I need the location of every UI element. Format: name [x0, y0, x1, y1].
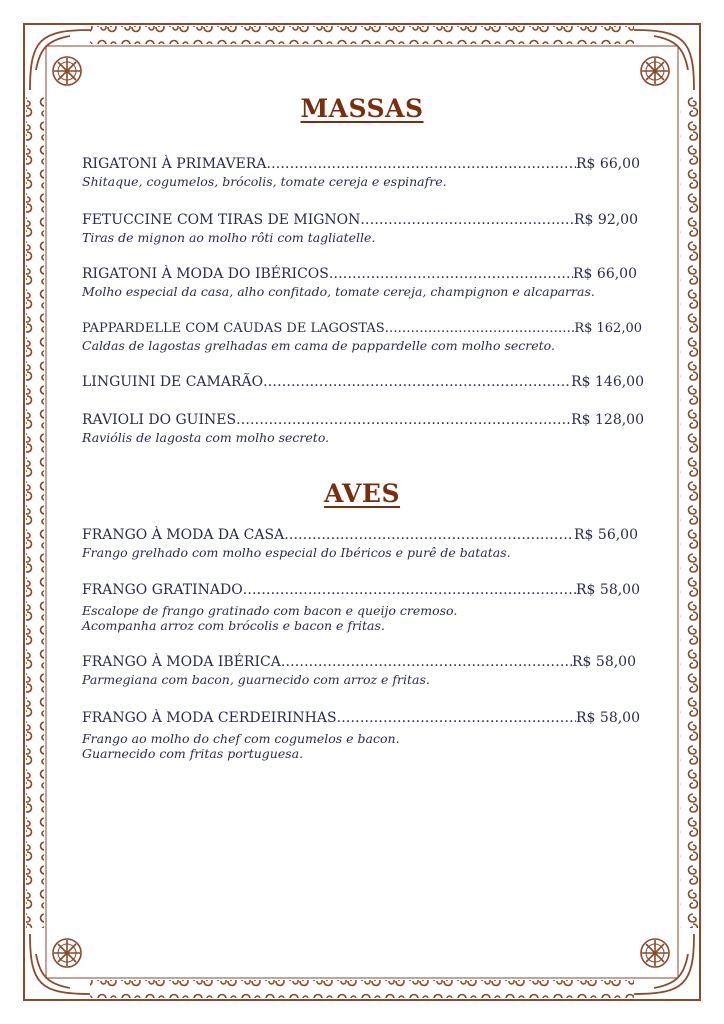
dot-leader: [266, 156, 576, 173]
corner-medallion-top-left: [53, 57, 81, 85]
item-price: R$ 58,00: [576, 582, 640, 598]
item-name: FRANGO À MODA CERDEIRINHAS: [82, 710, 337, 726]
item-name: FRANGO À MODA DA CASA: [82, 527, 285, 543]
item-description: Frango ao molho do chef com cogumelos e bacon. Guarnecido com fritas portuguesa.: [82, 731, 400, 761]
aves-title: AVES: [323, 479, 401, 508]
item-price: R$ 56,00: [574, 527, 638, 543]
item-description: Shitaque, cogumelos, brócolis, tomate cereja e espinafre.: [82, 174, 447, 189]
menu-item: [82, 212, 638, 245]
dot-leader: [243, 582, 576, 599]
corner-medallion-bottom-left: [53, 939, 81, 967]
item-description: Caldas de lagostas grelhadas em cama de pappardelle com molho secreto.: [82, 338, 555, 353]
item-price: R$ 162,00: [574, 321, 642, 336]
dot-leader: [360, 212, 574, 229]
menu-item: [82, 412, 644, 445]
item-name: FRANGO GRATINADO: [82, 582, 243, 598]
item-description: Parmegiana com bacon, guarnecido com arroz e fritas.: [82, 672, 430, 687]
menu-item: [82, 374, 644, 391]
item-name: LINGUINI DE CAMARÃO: [82, 374, 264, 390]
menu-item: [82, 527, 638, 560]
item-description: Molho especial da casa, alho confitado, tomate cereja, champignon e alcaparras.: [82, 284, 595, 299]
dot-leader: [329, 266, 573, 283]
corner-medallion-top-right: [641, 57, 669, 85]
item-price: R$ 128,00: [571, 412, 644, 428]
item-price: R$ 146,00: [571, 374, 644, 390]
item-name: RAVIOLI DO GUINES: [82, 412, 237, 428]
massas-title: MASSAS: [300, 94, 424, 123]
menu-item: [82, 710, 640, 761]
item-price: R$ 66,00: [573, 266, 637, 282]
item-name: RIGATONI À MODA DO IBÉRICOS: [82, 266, 329, 282]
menu-item: [82, 654, 636, 687]
item-price: R$ 58,00: [576, 710, 640, 726]
menu-item: [82, 320, 642, 353]
item-name: RIGATONI À PRIMAVERA: [82, 156, 267, 172]
item-name: FETUCCINE COM TIRAS DE MIGNON: [82, 212, 361, 228]
item-name: PAPPARDELLE COM CAUDAS DE LAGOSTAS: [82, 321, 385, 336]
item-description: Tiras de mignon ao molho rôti com tagliatelle.: [82, 230, 376, 245]
dot-leader: [281, 654, 572, 671]
dot-leader: [385, 320, 575, 337]
dot-leader: [236, 412, 571, 429]
menu-item: [82, 266, 637, 299]
item-name: FRANGO À MODA IBÉRICA: [82, 654, 281, 670]
dot-leader: [284, 527, 574, 544]
menu-item: [82, 156, 640, 189]
item-price: R$ 66,00: [576, 156, 640, 172]
item-price: R$ 92,00: [574, 212, 638, 228]
item-description: Escalope de frango gratinado com bacon e queijo cremoso. Acompanha arroz com brócolis e bacon e fritas.: [82, 603, 458, 633]
menu-item: [82, 582, 640, 633]
dot-leader: [263, 374, 571, 391]
item-price: R$ 58,00: [572, 654, 636, 670]
item-description: Frango grelhado com molho especial do Ibéricos e purê de batatas.: [82, 545, 511, 560]
corner-medallion-bottom-right: [641, 939, 669, 967]
item-description: Raviólis de lagosta com molho secreto.: [82, 430, 330, 445]
dot-leader: [337, 710, 576, 727]
